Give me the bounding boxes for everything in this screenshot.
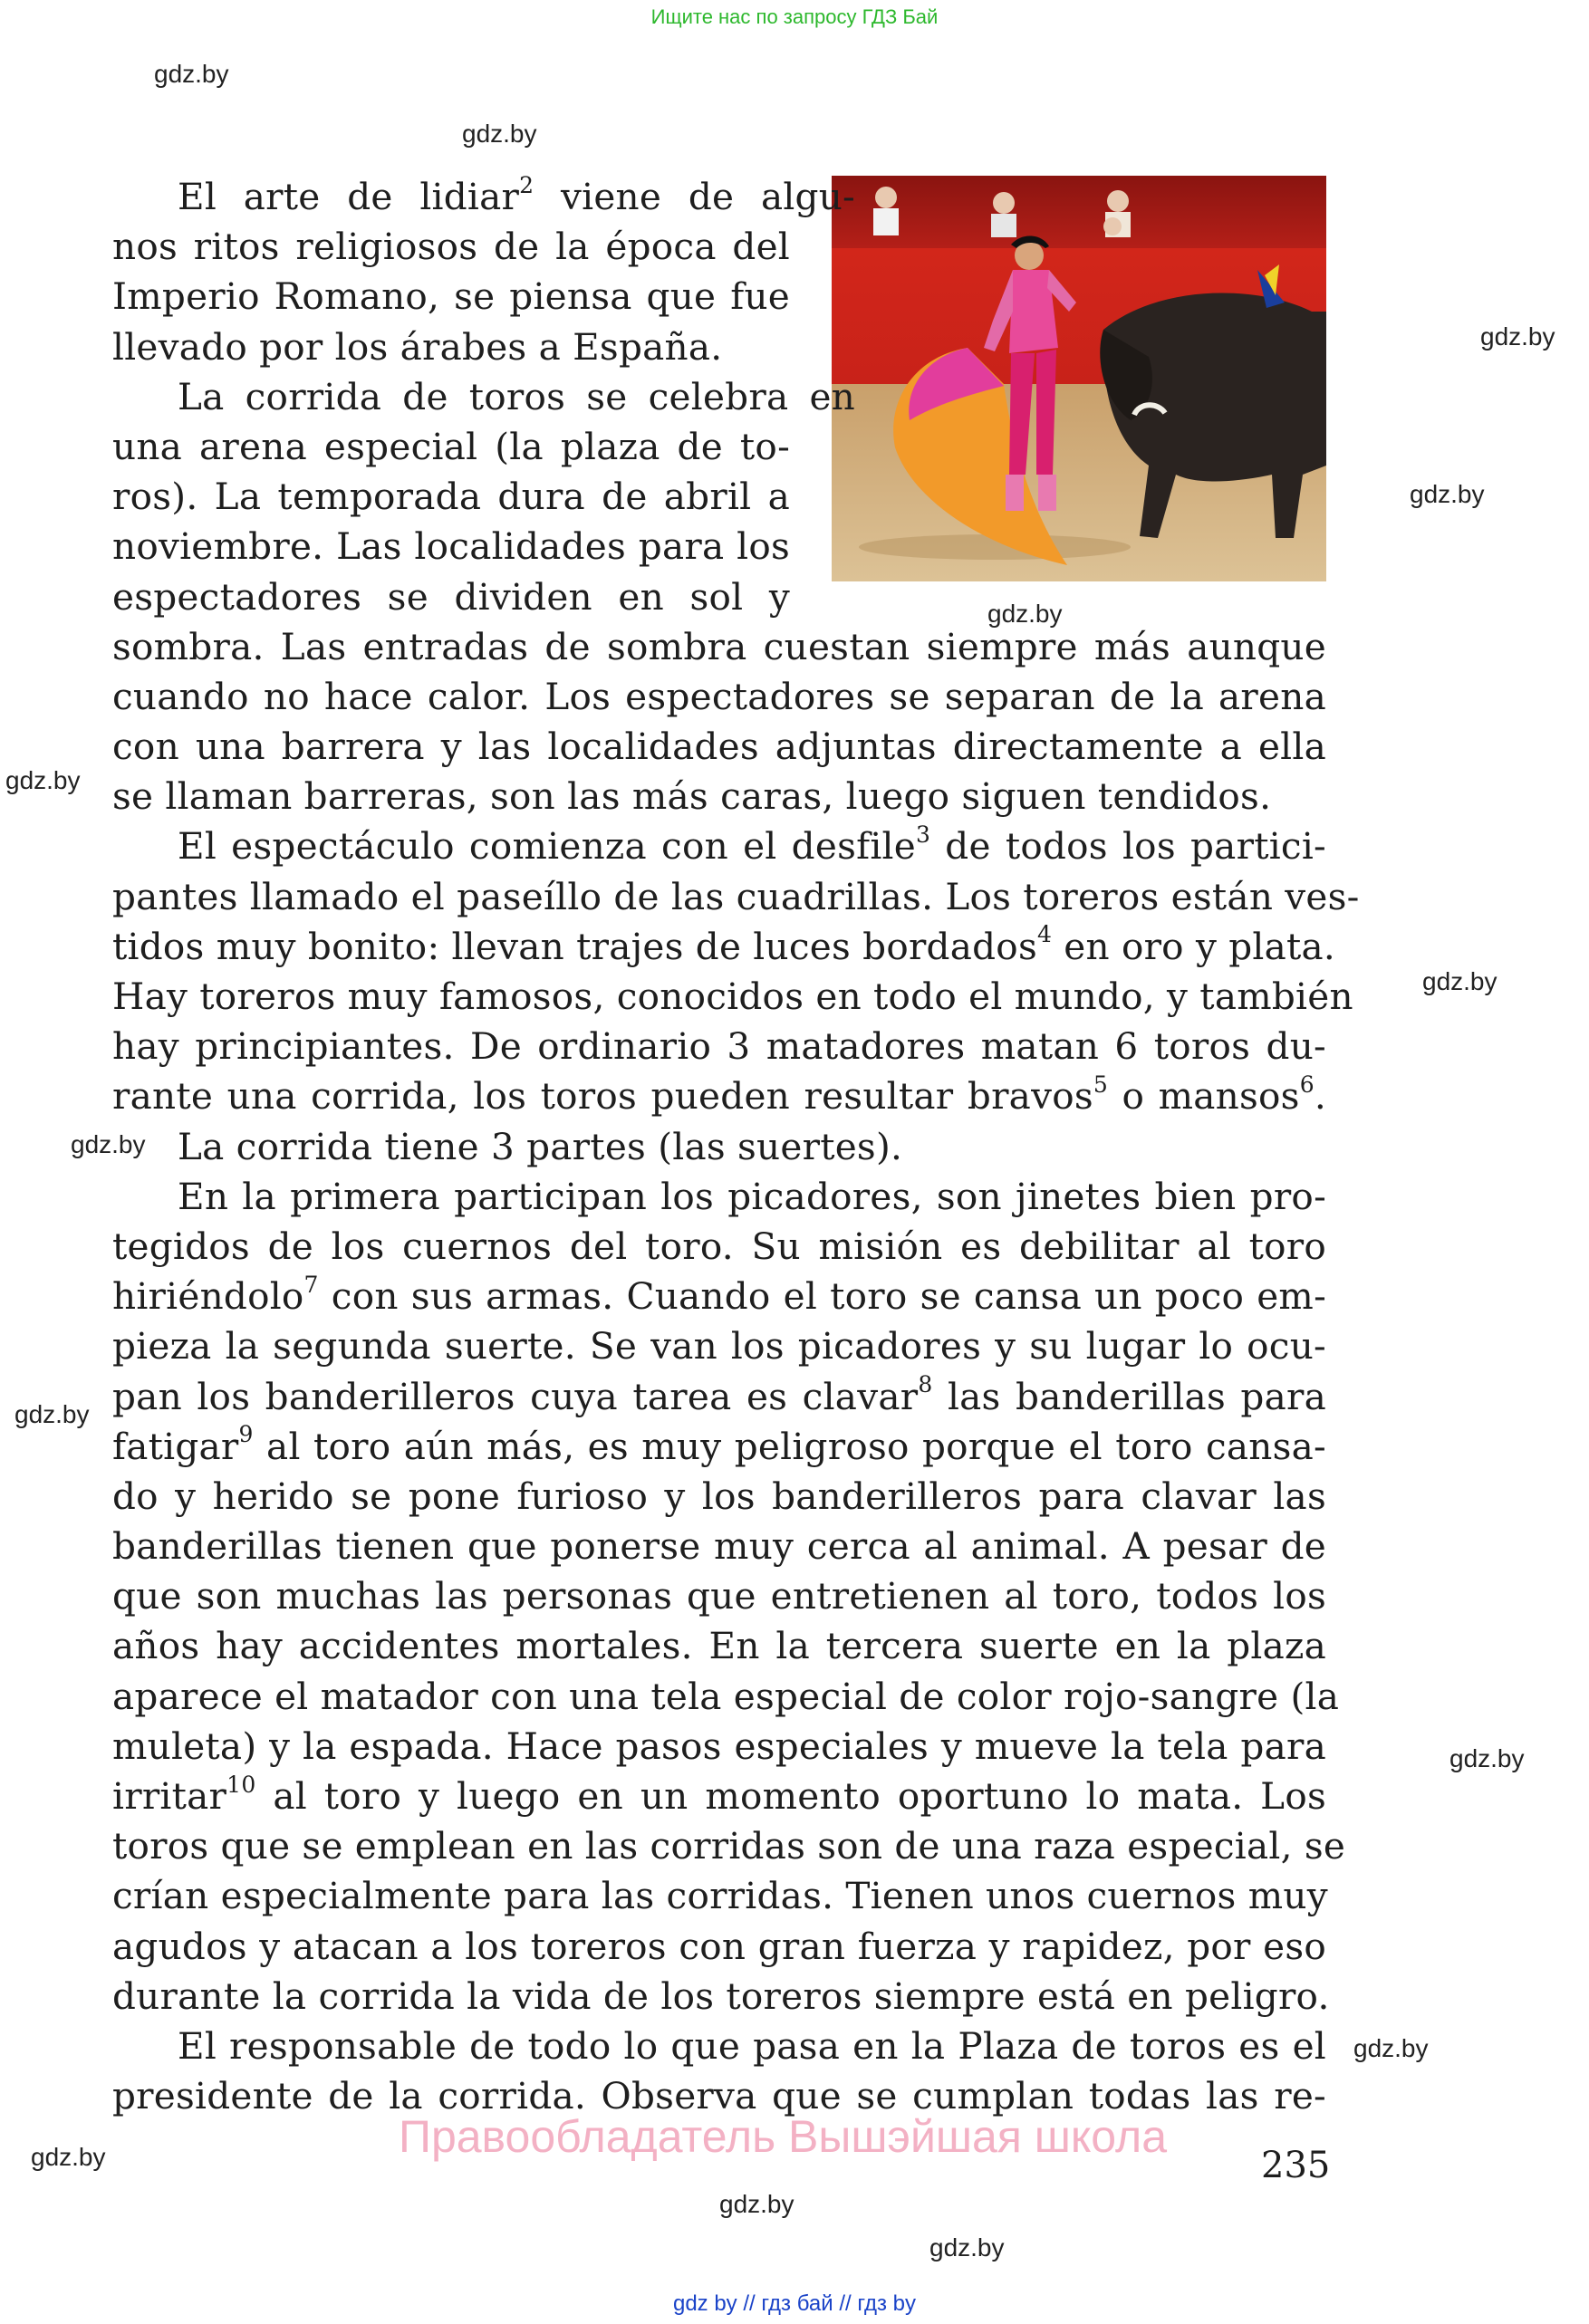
text-line: años hay accidentes mortales. En la tercera suerte en la plaza bbox=[112, 1624, 1326, 1668]
text-line: do y herido se pone furioso y los banderilleros para clavar las bbox=[112, 1474, 1326, 1518]
text-line: una arena especial (la plaza de to- bbox=[112, 424, 790, 468]
text-line: hiriéndolo$^7$ con sus armas. Cuando el toro se cansa un poco em- bbox=[112, 1271, 1326, 1319]
watermark: gdz.by bbox=[929, 2233, 1005, 2262]
text-line: Imperio Romano, se piensa que fue bbox=[112, 274, 790, 319]
text-line: tidos muy bonito: llevan trajes de luces bordados$^4$ en oro y plata. bbox=[112, 921, 1336, 968]
text-line: La corrida tiene 3 partes (las suertes). bbox=[178, 1124, 903, 1168]
text-line: cuando no hace calor. Los espectadores se separan de la arena bbox=[112, 674, 1326, 718]
text-line: rante una corrida, los toros pueden resultar bravos$^5$ o mansos$^6$. bbox=[112, 1071, 1326, 1119]
watermark: gdz.by bbox=[719, 2190, 794, 2218]
text-line: con una barrera y las localidades adjuntas directamente a ella bbox=[112, 725, 1326, 769]
watermark: gdz.by bbox=[71, 1130, 146, 1158]
watermark: gdz.by bbox=[154, 60, 229, 88]
text-line: noviembre. Las localidades para los bbox=[112, 524, 790, 569]
text-line: espectadores se dividen en sol y bbox=[112, 574, 790, 619]
text-line: aparece el matador con una tela especial de color rojo-sangre (la bbox=[112, 1674, 1340, 1718]
text-line: El arte de lidiar$^2$ viene de algu- bbox=[178, 171, 855, 218]
watermark: gdz.by bbox=[987, 600, 1063, 628]
text-line: El espectáculo comienza con el desfile$^3$ de todos los partici- bbox=[178, 821, 1326, 869]
text-line: irritar$^{10}$ al toro y luego en un momento oportuno lo mata. Los bbox=[112, 1771, 1326, 1818]
text-line: llevado por los árabes a España. bbox=[112, 324, 723, 369]
text-line: fatigar$^9$ al toro aún más, es muy peligroso porque el toro cansa- bbox=[112, 1421, 1326, 1468]
text-line: nos ritos religiosos de la época del bbox=[112, 225, 790, 269]
watermark: gdz.by bbox=[31, 2143, 106, 2171]
watermark: gdz.by bbox=[14, 1400, 90, 1428]
text-line: presidente de la corrida. Observa que se cumplan todas las re- bbox=[112, 2074, 1326, 2118]
text-line: durante la corrida la vida de los toreros siempre está en peligro. bbox=[112, 1973, 1330, 2018]
text-line: ros). La temporada dura de abril a bbox=[112, 475, 790, 519]
text-line: tegidos de los cuernos del toro. Su misión es debilitar al toro bbox=[112, 1224, 1326, 1268]
text-line: sombra. Las entradas de sombra cuestan siempre más aunque bbox=[112, 624, 1326, 668]
text-line: agudos y atacan a los toreros con gran fuerza y rapidez, por eso bbox=[112, 1924, 1326, 1968]
text-line: En la primera participan los picadores, son jinetes bien pro- bbox=[178, 1174, 1326, 1218]
watermark: gdz.by bbox=[1449, 1744, 1525, 1772]
text-line: pantes llamado el paseíllo de las cuadrillas. Los toreros están ves- bbox=[112, 874, 1360, 918]
text-line: La corrida de toros se celebra en bbox=[178, 374, 855, 418]
text-line: El responsable de todo lo que pasa en la Plaza de toros es el bbox=[178, 2023, 1326, 2068]
watermark: gdz.by bbox=[462, 120, 537, 148]
text-line: banderillas tienen que ponerse muy cerca al animal. A pesar de bbox=[112, 1524, 1326, 1569]
copyright-watermark: Правообладатель Вышэйшая школа bbox=[399, 2111, 1167, 2162]
bottom-banner[interactable]: gdz by // гдз бай // гдз by bbox=[672, 2291, 917, 2316]
page-number: 235 bbox=[1261, 2145, 1331, 2186]
watermark: gdz.by bbox=[5, 766, 81, 794]
text-line: muleta) y la espada. Hace pasos especiales y mueve la tela para bbox=[112, 1724, 1326, 1768]
text-line: se llaman barreras, son las más caras, luego siguen tendidos. bbox=[112, 774, 1272, 819]
watermark: gdz.by bbox=[1422, 967, 1498, 995]
text-line: que son muchas las personas que entretienen al toro, todos los bbox=[112, 1574, 1326, 1618]
watermark: gdz.by bbox=[1410, 480, 1485, 508]
text-line: crían especialmente para las corridas. Tienen unos cuernos muy bbox=[112, 1874, 1328, 1918]
text-line: Hay toreros muy famosos, conocidos en todo el mundo, y también bbox=[112, 975, 1353, 1018]
watermark: gdz.by bbox=[1353, 2034, 1429, 2062]
top-banner[interactable]: Ищите нас по запросу ГДЗ Бай bbox=[650, 5, 939, 28]
body-text bbox=[112, 171, 1360, 2121]
text-line: hay principiantes. De ordinario 3 matadores matan 6 toros du- bbox=[112, 1024, 1326, 1069]
text-line: pan los banderilleros cuya tarea es clavar$^8$ las banderillas para bbox=[112, 1371, 1327, 1418]
text-line: pieza la segunda suerte. Se van los picadores y su lugar lo ocu- bbox=[112, 1324, 1326, 1368]
text-line: toros que se emplean en las corridas son de una raza especial, se bbox=[112, 1824, 1346, 1868]
watermark: gdz.by bbox=[1480, 322, 1555, 351]
